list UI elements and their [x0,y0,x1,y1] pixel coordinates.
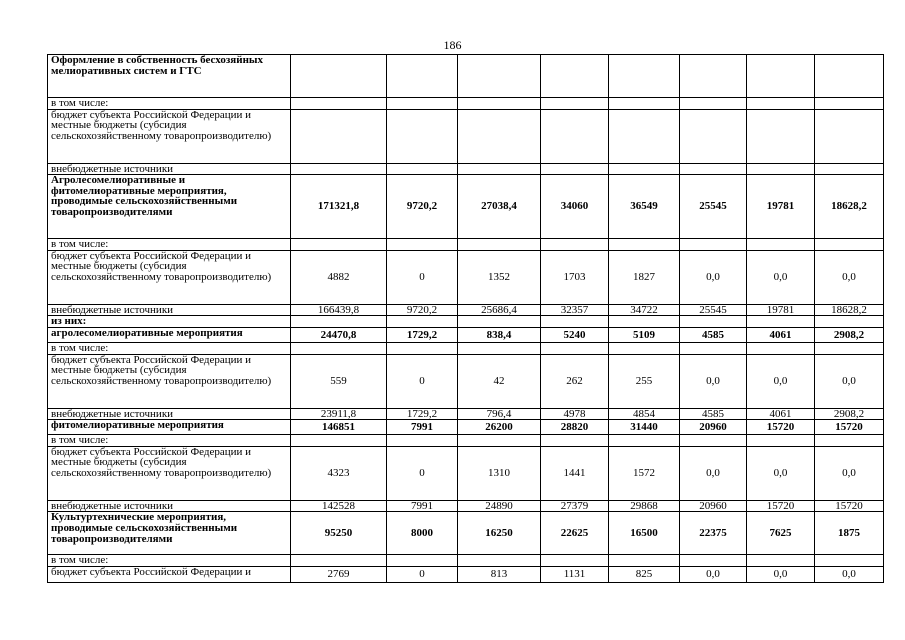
row-label: бюджет субъекта Российской Федерации и местные бюджеты (субсидия сельскохозяйственному товаропроизводителю) [48,446,291,500]
value-cell [458,55,541,98]
value-cell [747,555,815,567]
row-label: в том числе: [48,239,291,251]
value-cell [458,98,541,110]
value-cell: 42 [458,354,541,408]
value-cell [458,555,541,567]
value-cell: 0,0 [815,566,884,582]
row-label: в том числе: [48,342,291,354]
row-label: внебюджетные источники [48,408,291,420]
value-cell [458,316,541,328]
value-cell: 15720 [747,420,815,435]
table-row [48,98,884,110]
value-cell: 0,0 [680,566,747,582]
value-cell [680,555,747,567]
value-cell: 4585 [680,327,747,342]
value-cell [815,555,884,567]
value-cell [815,342,884,354]
value-cell: 813 [458,566,541,582]
value-cell: 95250 [291,512,387,555]
value-cell: 19781 [747,175,815,239]
table-row [48,555,884,567]
value-cell [747,109,815,163]
table-row [48,250,884,304]
value-cell [680,342,747,354]
value-cell: 16250 [458,512,541,555]
value-cell: 171321,8 [291,175,387,239]
value-cell: 0,0 [815,250,884,304]
value-cell: 2908,2 [815,327,884,342]
row-label: в том числе: [48,435,291,447]
value-cell: 24890 [458,500,541,512]
value-cell [387,98,458,110]
row-label: агролесомелиоративные мероприятия [48,327,291,342]
value-cell: 27038,4 [458,175,541,239]
value-cell [291,109,387,163]
table-row [48,239,884,251]
table-row [48,500,884,512]
value-cell [541,435,609,447]
value-cell [609,555,680,567]
value-cell [291,98,387,110]
value-cell [387,239,458,251]
value-cell [609,435,680,447]
value-cell: 15720 [815,500,884,512]
value-cell [609,55,680,98]
table-row [48,342,884,354]
value-cell: 5109 [609,327,680,342]
value-cell: 22375 [680,512,747,555]
value-cell: 0,0 [680,446,747,500]
row-label: бюджет субъекта Российской Федерации и местные бюджеты (субсидия сельскохозяйственному товаропроизводителю) [48,250,291,304]
value-cell [387,342,458,354]
value-cell: 32357 [541,304,609,316]
value-cell [815,316,884,328]
value-cell: 4061 [747,408,815,420]
value-cell [747,55,815,98]
value-cell: 825 [609,566,680,582]
value-cell [609,163,680,175]
value-cell [815,239,884,251]
value-cell [680,239,747,251]
value-cell: 142528 [291,500,387,512]
value-cell: 18628,2 [815,175,884,239]
value-cell [815,109,884,163]
value-cell [387,435,458,447]
value-cell: 25545 [680,304,747,316]
value-cell: 0 [387,446,458,500]
value-cell [458,109,541,163]
value-cell: 1572 [609,446,680,500]
value-cell: 0,0 [815,446,884,500]
value-cell [680,163,747,175]
value-cell [458,342,541,354]
row-label: бюджет субъекта Российской Федерации и [48,566,291,582]
value-cell: 1729,2 [387,327,458,342]
value-cell [680,316,747,328]
value-cell: 2908,2 [815,408,884,420]
value-cell [609,98,680,110]
table-row [48,408,884,420]
value-cell: 146851 [291,420,387,435]
value-cell [291,435,387,447]
value-cell [747,342,815,354]
value-cell: 23911,8 [291,408,387,420]
value-cell: 24470,8 [291,327,387,342]
value-cell [458,163,541,175]
value-cell [541,342,609,354]
value-cell: 20960 [680,500,747,512]
value-cell [387,316,458,328]
value-cell [609,239,680,251]
value-cell: 9720,2 [387,304,458,316]
value-cell: 5240 [541,327,609,342]
value-cell: 1875 [815,512,884,555]
value-cell: 559 [291,354,387,408]
value-cell: 26200 [458,420,541,435]
value-cell [541,555,609,567]
value-cell: 1131 [541,566,609,582]
value-cell: 796,4 [458,408,541,420]
value-cell: 36549 [609,175,680,239]
value-cell: 262 [541,354,609,408]
value-cell: 4978 [541,408,609,420]
row-label: в том числе: [48,555,291,567]
value-cell: 4882 [291,250,387,304]
table-row [48,109,884,163]
value-cell: 15720 [747,500,815,512]
table-row [48,327,884,342]
value-cell [815,98,884,110]
value-cell: 1703 [541,250,609,304]
value-cell: 4061 [747,327,815,342]
value-cell [609,109,680,163]
value-cell [609,316,680,328]
value-cell [291,163,387,175]
value-cell: 1310 [458,446,541,500]
row-label: Оформление в собственность бесхозяйных мелиоративных систем и ГТС [48,55,291,98]
table-row [48,435,884,447]
value-cell: 1827 [609,250,680,304]
value-cell: 20960 [680,420,747,435]
row-label: бюджет субъекта Российской Федерации и местные бюджеты (субсидия сельскохозяйственному товаропроизводителю) [48,354,291,408]
value-cell [815,55,884,98]
value-cell [458,239,541,251]
value-cell: 25686,4 [458,304,541,316]
value-cell: 34722 [609,304,680,316]
value-cell: 31440 [609,420,680,435]
row-label: Культуртехнические мероприятия, проводимые сельскохозяйственными товаропроизводителями [48,512,291,555]
row-label: внебюджетные источники [48,163,291,175]
value-cell [680,435,747,447]
value-cell: 16500 [609,512,680,555]
value-cell: 18628,2 [815,304,884,316]
value-cell: 19781 [747,304,815,316]
value-cell [291,555,387,567]
value-cell [680,55,747,98]
row-label: внебюджетные источники [48,500,291,512]
value-cell: 8000 [387,512,458,555]
value-cell [541,109,609,163]
table-body [48,55,884,583]
page-number: 186 [443,38,462,52]
value-cell [387,163,458,175]
value-cell: 0,0 [747,250,815,304]
row-label: в том числе: [48,98,291,110]
value-cell: 0 [387,250,458,304]
value-cell [387,555,458,567]
value-cell [747,435,815,447]
value-cell [747,239,815,251]
row-label: Агролесомелиоративные и фитомелиоративные мероприятия, проводимые сельскохозяйственными товаропроизводителями [48,175,291,239]
value-cell: 0,0 [680,354,747,408]
value-cell: 838,4 [458,327,541,342]
value-cell [609,342,680,354]
value-cell [680,98,747,110]
value-cell [291,316,387,328]
value-cell [541,163,609,175]
row-label: из них: [48,316,291,328]
value-cell: 2769 [291,566,387,582]
value-cell [541,98,609,110]
value-cell: 4323 [291,446,387,500]
value-cell: 0 [387,566,458,582]
table-row [48,55,884,98]
value-cell [747,316,815,328]
row-label: фитомелиоративные мероприятия [48,420,291,435]
value-cell: 22625 [541,512,609,555]
value-cell: 0,0 [747,354,815,408]
value-cell: 0,0 [680,250,747,304]
value-cell: 4585 [680,408,747,420]
value-cell: 25545 [680,175,747,239]
table-row [48,163,884,175]
value-cell: 1352 [458,250,541,304]
value-cell: 7991 [387,500,458,512]
value-cell: 9720,2 [387,175,458,239]
value-cell: 7625 [747,512,815,555]
value-cell: 29868 [609,500,680,512]
value-cell [291,342,387,354]
table-row [48,316,884,328]
value-cell [541,239,609,251]
value-cell: 255 [609,354,680,408]
value-cell: 166439,8 [291,304,387,316]
value-cell: 28820 [541,420,609,435]
value-cell [680,109,747,163]
value-cell [458,435,541,447]
table-row [48,175,884,239]
value-cell [815,435,884,447]
value-cell: 0,0 [815,354,884,408]
table-row [48,420,884,435]
value-cell [747,98,815,110]
value-cell [291,55,387,98]
value-cell: 15720 [815,420,884,435]
value-cell [747,163,815,175]
value-cell [815,163,884,175]
value-cell [541,55,609,98]
row-label: бюджет субъекта Российской Федерации и местные бюджеты (субсидия сельскохозяйственному товаропроизводителю) [48,109,291,163]
table-row [48,354,884,408]
value-cell: 4854 [609,408,680,420]
value-cell: 34060 [541,175,609,239]
value-cell [291,239,387,251]
value-cell [387,109,458,163]
table-row [48,566,884,582]
value-cell [387,55,458,98]
row-label: внебюджетные источники [48,304,291,316]
table-row [48,446,884,500]
value-cell: 0 [387,354,458,408]
value-cell: 27379 [541,500,609,512]
budget-table [47,54,884,583]
table-row [48,304,884,316]
value-cell: 0,0 [747,446,815,500]
value-cell: 1441 [541,446,609,500]
table-row [48,512,884,555]
value-cell [541,316,609,328]
value-cell: 1729,2 [387,408,458,420]
value-cell: 0,0 [747,566,815,582]
value-cell: 7991 [387,420,458,435]
